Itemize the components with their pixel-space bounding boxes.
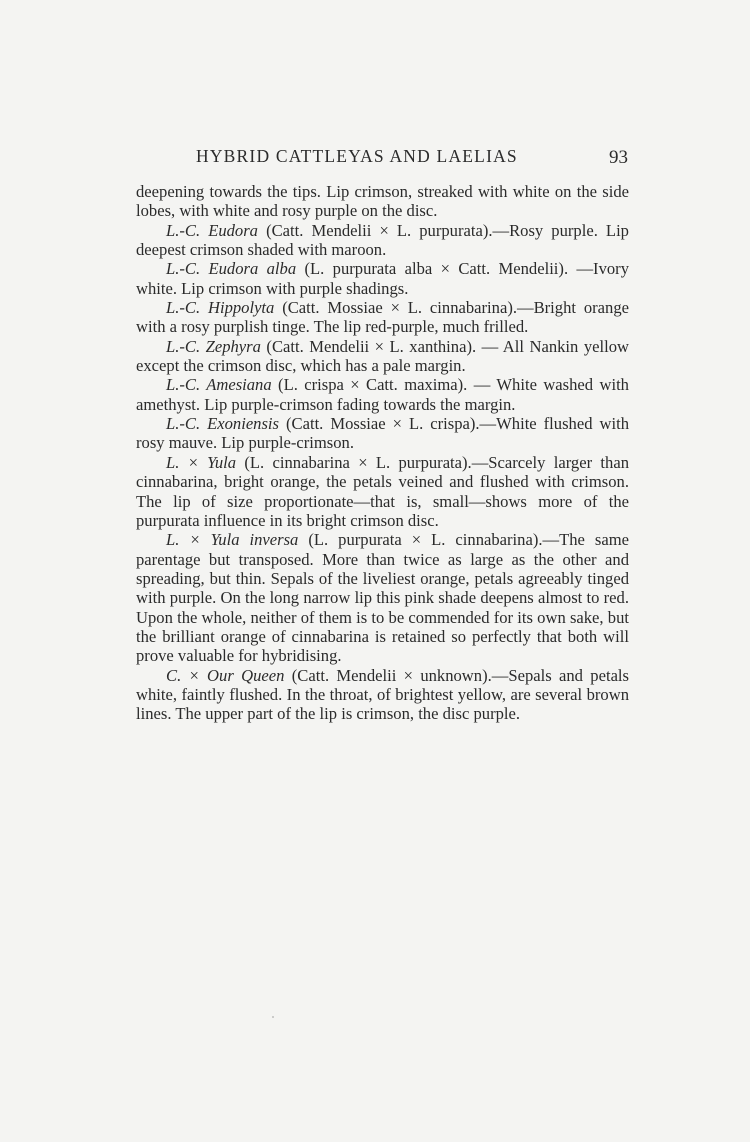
description: (L. cinnabarina × L. purpurata).—Scarcely larger than cinnabarina, bright orange, the petals veined and flushed with crimson. The lip of size proportionate—that is, small—shows more of the purpurata influence in its bright crimson disc.	[136, 452, 629, 530]
entry-exoniensis	[136, 414, 629, 453]
entry-our-queen	[136, 666, 629, 724]
hybrid-name: L.-C. Zephyra	[166, 336, 261, 356]
description: deepening towards the tips. Lip crimson, streaked with white on the side lobes, with white and rosy purple on the disc.	[136, 182, 629, 221]
entry-yula-inversa	[136, 530, 629, 665]
hybrid-name: L.-C. Amesiana	[166, 375, 272, 395]
entry-amesiana	[136, 375, 629, 414]
entry-eudora	[136, 221, 629, 260]
page-header	[136, 146, 628, 170]
hybrid-name: L. × Yula	[166, 452, 237, 472]
paper-speck	[272, 1016, 274, 1018]
hybrid-name: L.-C. Exoniensis	[166, 414, 280, 434]
description: (Catt. Mendelii × L. purpurata).—Rosy purple. Lip deepest crimson shaded with maroon.	[136, 220, 629, 260]
description: (L. crispa × Catt. maxima). — White washed with amethyst. Lip purple-crimson fading towards the margin.	[136, 375, 629, 414]
entry-eudora-alba	[136, 259, 629, 298]
entry-hippolyta	[136, 298, 629, 337]
description: (L. purpurata alba × Catt. Mendelii). —Ivory white. Lip crimson with purple shadings.	[136, 259, 629, 298]
hybrid-name: L. × Yula inversa	[166, 530, 299, 550]
description: (Catt. Mossiae × L. crispa).—White flushed with rosy mauve. Lip purple-crimson.	[136, 414, 629, 453]
running-title: HYBRID CATTLEYAS AND LAELIAS	[196, 146, 518, 166]
hybrid-name: L.-C. Eudora alba	[166, 259, 297, 279]
body-text	[136, 182, 629, 724]
hybrid-name: L.-C. Hippolyta	[166, 298, 275, 318]
description: (Catt. Mendelii × L. xanthina). — All Nankin yellow except the crimson disc, which has a pale margin.	[136, 336, 629, 376]
hybrid-name: L.-C. Eudora	[166, 220, 258, 240]
hybrid-name: C. × Our Queen	[166, 665, 285, 685]
page-number: 93	[609, 147, 628, 168]
description: (Catt. Mendelii × unknown).—Sepals and petals white, faintly flushed. In the throat, of brightest yellow, are several brown lines. The upper part of the lip is crimson, the disc purple.	[136, 665, 629, 724]
entry-zephyra	[136, 337, 629, 376]
entry-yula	[136, 453, 629, 530]
paragraph-continued	[136, 182, 629, 221]
description: (L. purpurata × L. cinnabarina).—The same parentage but transposed. More than twice as large as the other and spreading, but thin. Sepals of the liveliest orange, petals agreeably tinged with purple. On the long narrow lip this pink shade deepens almost to red. Upon the whole, neither of them is to be commended for its own sake, but the brilliant orange of cinnabarina is retained so perfectly that both will prove valuable for hybridising.	[136, 530, 629, 666]
description: (Catt. Mossiae × L. cinnabarina).—Bright orange with a rosy purplish tinge. The lip red-purple, much frilled.	[136, 298, 630, 337]
